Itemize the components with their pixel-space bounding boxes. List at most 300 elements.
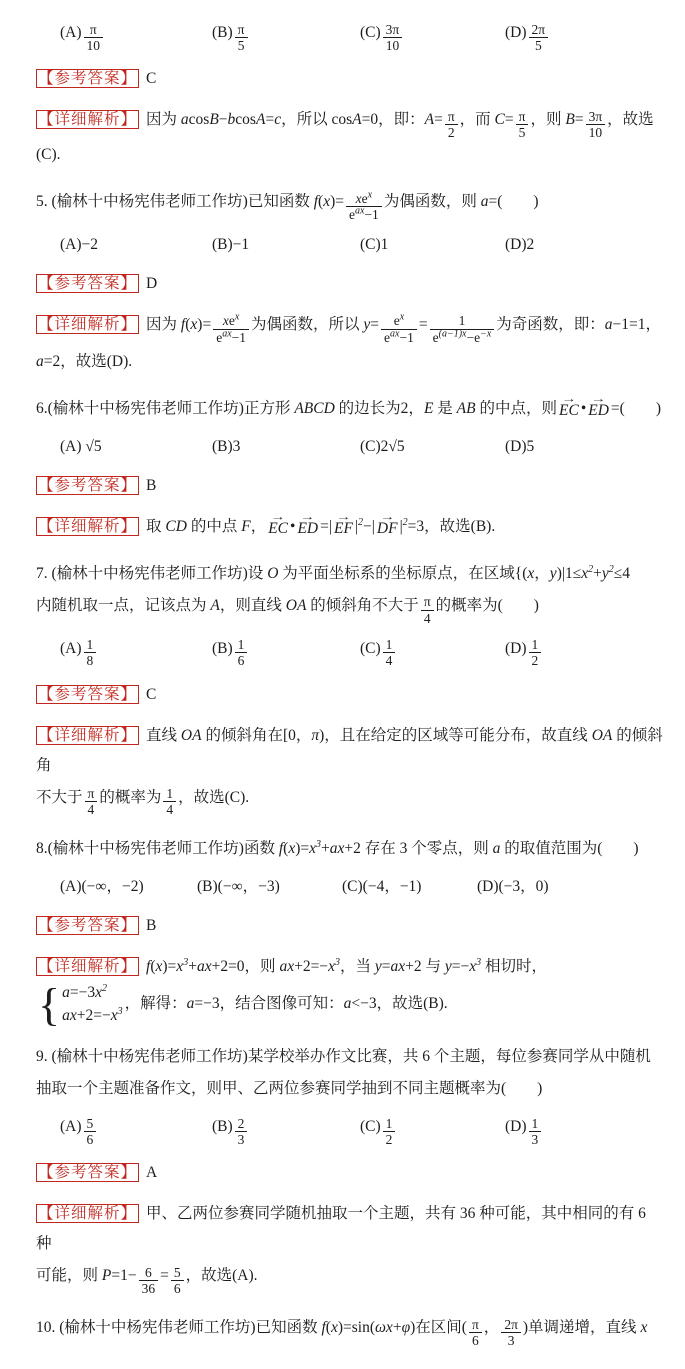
fraction-denominator: 10 — [385, 37, 400, 53]
math-variable: f — [278, 840, 284, 858]
text-run: ， — [250, 517, 267, 535]
answer-label: 【参考答案】 — [38, 274, 138, 292]
text-run: 为平面坐标系的坐标原点，在区域{( — [278, 564, 528, 582]
text-run: ，当 — [339, 958, 375, 976]
text-run: )在区间( — [410, 1318, 467, 1336]
text-run: = — [370, 315, 380, 333]
analysis-paragraph — [36, 105, 665, 170]
math-fraction — [430, 313, 495, 344]
fraction-denominator: 3 — [531, 1131, 539, 1147]
option-C — [360, 1114, 505, 1147]
text-run: (D)(−3，0) — [477, 878, 549, 896]
text-run: 不大于 — [36, 788, 83, 806]
analysis-label: 【详细解析】 — [38, 1205, 138, 1222]
answer-value: A — [146, 1164, 158, 1181]
text-run: )= — [295, 840, 310, 858]
fraction-denominator: 5 — [237, 37, 245, 53]
math-variable: y — [444, 958, 452, 976]
fraction-numerator: 3π — [586, 109, 606, 125]
text-run: ≤4 — [613, 564, 631, 582]
fraction-denominator: 2 — [447, 124, 455, 140]
equation-system — [38, 979, 123, 1031]
text-run: (A)−2 — [60, 235, 99, 253]
math-variable: F — [241, 517, 251, 535]
math-variable: x — [110, 1007, 118, 1025]
math-variable: x — [469, 958, 477, 976]
math-variable: a — [343, 995, 352, 1013]
vector-arrow-icon: → — [270, 511, 286, 523]
text-line — [36, 1042, 665, 1072]
fraction-denominator: 10 — [588, 124, 603, 140]
fraction-denominator: 3 — [237, 1131, 245, 1147]
option-B — [212, 434, 360, 460]
math-variable: x — [222, 313, 229, 329]
answer-value: B — [146, 476, 157, 494]
math-fraction — [171, 1265, 184, 1296]
text-line — [36, 559, 665, 589]
vector-base: ED — [297, 519, 319, 537]
text-line — [36, 721, 665, 781]
answer-row — [36, 66, 665, 92]
fraction-numerator: 2π — [529, 22, 549, 38]
text-run: 10. (榆林十中杨宪伟老师工作坊)已知函数 — [36, 1318, 322, 1336]
text-run: 因为 — [146, 110, 181, 128]
text-run: (A) — [60, 639, 82, 657]
text-run: ，而 — [459, 110, 495, 128]
system-row — [62, 1007, 123, 1025]
text-run: −1 — [364, 206, 379, 222]
analysis-paragraph — [36, 721, 665, 818]
math-variable: x — [323, 192, 331, 210]
text-run: | — [399, 517, 403, 535]
text-run: = — [434, 110, 443, 128]
math-variable: x — [309, 840, 316, 858]
fraction-denominator: 5 — [518, 124, 526, 140]
text-run: + — [188, 958, 197, 976]
text-run: ( — [325, 1318, 331, 1336]
math-fraction — [84, 22, 104, 53]
text-run: ，则直线 — [219, 596, 286, 614]
text-run: + — [392, 1318, 402, 1336]
math-variable: ABCD — [294, 399, 335, 417]
fraction-denominator: 5 — [534, 37, 542, 53]
option-A — [60, 1114, 212, 1147]
fraction-denominator: 4 — [385, 653, 393, 669]
math-variable: A — [255, 110, 266, 128]
fraction-numerator: 1 — [235, 637, 248, 653]
text-run: (B) — [212, 1118, 233, 1136]
text-line — [36, 347, 665, 377]
math-variable: a — [186, 995, 195, 1013]
fraction-denominator — [346, 207, 382, 222]
text-run: 的中点，则 — [475, 399, 557, 417]
text-run: e — [432, 329, 439, 345]
answer-row — [36, 473, 665, 499]
text-run: (D)2 — [505, 235, 535, 253]
math-fraction — [383, 22, 403, 53]
text-run: 的概率为( ) — [435, 596, 539, 614]
option-D — [505, 232, 665, 258]
question-paragraph — [36, 834, 665, 864]
fraction-denominator: 4 — [166, 802, 174, 818]
math-variable: P — [101, 1267, 112, 1284]
fraction-numerator: π — [445, 109, 458, 125]
math-variable: ax — [279, 958, 295, 976]
text-run: 的倾斜角 — [36, 726, 663, 774]
text-run: = — [418, 315, 428, 333]
math-variable: ax — [62, 1007, 77, 1025]
option-D — [477, 874, 665, 900]
math-variable: A — [210, 596, 220, 614]
options-row — [36, 1114, 665, 1147]
fraction-numerator: 1 — [163, 786, 176, 802]
fraction-denominator: 4 — [423, 610, 431, 626]
math-superscript: (a−1)x — [438, 328, 467, 340]
text-run: =( ) — [488, 192, 539, 210]
vector-term — [333, 511, 353, 537]
text-run: )，且在给定的区域等可能分布，故直线 — [319, 726, 592, 744]
fraction-denominator: 2 — [531, 653, 539, 669]
text-run: (A) — [60, 1118, 82, 1136]
analysis-label: 【详细解析】 — [38, 110, 138, 128]
fraction-numerator: 2π — [501, 1317, 521, 1333]
math-fraction — [346, 191, 382, 222]
answer-label: 【参考答案】 — [38, 476, 138, 494]
math-variable: x — [288, 840, 296, 858]
math-variable: ωx — [374, 1318, 393, 1336]
analysis-paragraph — [36, 512, 665, 542]
system-rows — [62, 984, 123, 1025]
text-run: 8.(榆林十中杨宪伟老师工作坊)函数 — [36, 840, 279, 858]
text-run: 抽取一个主题准备作文，则甲、乙两位参赛同学抽到不同主题概率为( ) — [36, 1080, 543, 1098]
math-variable: x — [527, 564, 535, 582]
math-superscript: 3 — [316, 839, 321, 851]
text-run: (D) — [505, 1118, 527, 1136]
math-fraction — [381, 313, 417, 344]
fraction-numerator: 1 — [383, 1116, 396, 1132]
analysis-label: 【详细解析】 — [38, 958, 138, 976]
text-line — [36, 952, 665, 982]
text-run: )= — [330, 192, 344, 210]
text-run: (D) — [505, 639, 527, 657]
text-run: = — [160, 1267, 169, 1284]
math-variable: OA — [285, 596, 307, 614]
text-run: (B)3 — [212, 437, 241, 455]
fraction-denominator: 6 — [237, 653, 245, 669]
math-fraction — [445, 109, 458, 140]
math-variable: a — [62, 984, 70, 1002]
text-run: )单调递增，直线 — [522, 1318, 641, 1336]
math-variable: OA — [180, 726, 202, 744]
text-run: − — [218, 110, 228, 128]
option-D — [505, 1114, 665, 1147]
text-run: =3，故选(B). — [407, 517, 496, 535]
math-variable: f — [180, 315, 186, 333]
text-run: −| — [363, 517, 375, 535]
text-run: ，则 — [530, 110, 566, 128]
answer-value: D — [146, 274, 158, 292]
math-superscript: ax — [222, 328, 232, 340]
math-variable: CD — [165, 517, 187, 535]
option-A — [60, 20, 212, 53]
math-fraction — [469, 1317, 482, 1348]
question-paragraph — [36, 1313, 665, 1348]
math-variable: x — [328, 958, 335, 976]
option-A — [60, 874, 197, 900]
math-fraction — [529, 637, 542, 668]
text-run: + — [593, 564, 602, 582]
text-run: e — [361, 190, 368, 206]
analysis-paragraph — [36, 952, 665, 1031]
text-run: ( — [185, 315, 191, 333]
text-run: (B)−1 — [212, 235, 250, 253]
fraction-denominator: 6 — [472, 1332, 479, 1348]
analysis-label: 【详细解析】 — [38, 517, 138, 535]
answer-value: C — [146, 69, 157, 87]
math-variable: x — [95, 984, 102, 1002]
vector-term — [297, 511, 319, 537]
fraction-denominator: 6 — [86, 1131, 94, 1147]
math-superscript: ax — [354, 205, 365, 217]
math-superscript: 2 — [588, 563, 594, 575]
fraction-denominator — [381, 330, 417, 345]
options-row — [36, 636, 665, 669]
vector-arrow-icon: → — [591, 393, 607, 405]
vector-base: DF — [376, 519, 398, 537]
text-run: (D) — [505, 24, 527, 41]
math-variable: c — [274, 110, 282, 128]
text-run: (A)(−∞，−2) — [60, 878, 144, 896]
text-run: = — [574, 110, 584, 128]
math-variable: O — [267, 564, 279, 582]
fraction-denominator — [430, 330, 495, 345]
math-superscript: 3 — [476, 957, 482, 969]
text-line — [36, 512, 665, 542]
text-line — [36, 1074, 665, 1104]
text-run: cos — [235, 110, 256, 128]
math-superscript: 3 — [334, 957, 340, 969]
text-line — [36, 834, 665, 864]
vector-term — [268, 511, 289, 537]
math-superscript: x — [234, 311, 240, 323]
fraction-denominator: 36 — [141, 1280, 156, 1296]
options-row — [36, 874, 665, 900]
text-run: 7. (榆林十中杨宪伟老师工作坊)设 — [36, 564, 268, 582]
math-variable: f — [313, 192, 319, 210]
vector-base: EC — [559, 401, 579, 419]
option-C — [360, 20, 505, 53]
option-A — [60, 232, 212, 258]
text-run: + — [321, 840, 330, 858]
text-run: e — [216, 329, 223, 345]
text-run: 因为 — [146, 315, 181, 333]
text-line — [36, 783, 665, 818]
math-variable: b — [227, 110, 236, 128]
text-run: 相切时， — [481, 958, 548, 976]
answer-label: 【参考答案】 — [38, 685, 138, 703]
math-fraction — [84, 637, 97, 668]
text-run: e — [384, 329, 391, 345]
vector-term — [559, 393, 579, 419]
text-run: ( — [318, 192, 324, 210]
text-run: (B) — [212, 24, 233, 41]
text-run: ( — [283, 840, 289, 858]
math-variable: a — [36, 352, 44, 370]
math-fraction — [84, 1116, 97, 1147]
text-run: (C) — [360, 639, 381, 657]
text-run: 的概率为 — [99, 788, 162, 806]
text-run: cos — [188, 110, 210, 128]
text-run: +2 存在 3 个零点，则 — [344, 840, 493, 858]
text-run: 的倾斜角在[0， — [201, 726, 312, 744]
text-run: −e — [466, 329, 481, 345]
math-variable: x — [330, 1318, 338, 1336]
vector-base: EF — [333, 519, 353, 537]
text-run: | — [354, 517, 359, 535]
option-C — [360, 636, 505, 669]
text-run: = — [265, 110, 275, 128]
math-fraction — [529, 22, 549, 53]
math-fraction — [235, 637, 248, 668]
text-run: 的边长为2， — [334, 399, 424, 417]
math-variable: a — [604, 315, 613, 333]
math-variable: x — [581, 564, 589, 582]
text-run: =−3，结合图像可知： — [194, 995, 344, 1013]
answer-row — [36, 913, 665, 939]
text-line — [36, 1199, 665, 1259]
option-B — [197, 874, 342, 900]
fraction-numerator: 1 — [529, 1116, 542, 1132]
math-variable: B — [209, 110, 219, 128]
text-run: • — [290, 517, 296, 535]
text-run: ，故选(C). — [178, 788, 250, 806]
text-line — [36, 394, 665, 424]
text-run: 的倾斜角不大于 — [306, 596, 419, 614]
math-variable: x — [640, 1318, 648, 1336]
option-C — [360, 232, 505, 258]
text-run: 为偶函数，所以 — [251, 315, 364, 333]
text-run: =( ) — [610, 399, 661, 417]
math-fraction — [85, 786, 98, 817]
math-variable: y — [601, 564, 609, 582]
text-run: (C) — [360, 24, 381, 41]
math-variable: y — [363, 315, 371, 333]
text-run: +2=− — [76, 1007, 111, 1025]
option-D — [505, 636, 665, 669]
answer-value: C — [146, 685, 157, 703]
math-superscript: −x — [480, 328, 492, 340]
question-paragraph — [36, 559, 665, 626]
math-superscript: 3 — [117, 1006, 123, 1018]
math-superscript: 3 — [183, 957, 189, 969]
text-run: e — [348, 206, 355, 222]
text-run: 内随机取一点，记该点为 — [36, 596, 211, 614]
document-body — [36, 20, 665, 1348]
text-run: (C)(−4，−1) — [342, 878, 422, 896]
math-variable: x — [155, 958, 163, 976]
fraction-numerator: π — [84, 22, 104, 38]
math-superscript: 2 — [402, 516, 408, 528]
text-run: =1− — [111, 1267, 137, 1284]
math-variable: π — [311, 726, 320, 744]
option-B — [212, 1114, 360, 1147]
text-line — [36, 1261, 665, 1296]
math-variable: f — [321, 1318, 326, 1336]
text-run: (D)5 — [505, 437, 535, 455]
math-fraction — [213, 313, 249, 344]
option-C — [342, 874, 477, 900]
text-line — [36, 979, 665, 1031]
text-run: 为偶函数，则 — [383, 192, 481, 210]
answer-label: 【参考答案】 — [38, 1164, 138, 1181]
fraction-numerator: π — [516, 109, 529, 125]
text-run: 的中点 — [186, 517, 242, 535]
option-A — [60, 434, 212, 460]
math-fraction — [586, 109, 606, 140]
math-variable: x — [176, 958, 184, 976]
math-superscript: 2 — [358, 516, 364, 528]
math-fraction — [501, 1317, 521, 1348]
math-variable: AB — [456, 399, 476, 417]
math-fraction — [421, 594, 434, 625]
text-run: )= — [162, 958, 177, 976]
fraction-numerator: π — [469, 1317, 482, 1333]
text-run: 直线 — [146, 726, 181, 744]
vector-arrow-icon: → — [561, 393, 577, 405]
text-run: =−3 — [69, 984, 96, 1002]
text-line — [36, 310, 665, 345]
fraction-numerator: 1 — [430, 313, 495, 329]
text-line — [36, 591, 665, 626]
vector-term — [588, 393, 609, 419]
analysis-label: 【详细解析】 — [38, 726, 138, 744]
text-run: = — [381, 958, 391, 976]
text-line — [36, 1313, 665, 1348]
vector-base: ED — [588, 401, 609, 419]
analysis-paragraph — [36, 310, 665, 377]
fraction-denominator: 10 — [86, 37, 101, 53]
math-superscript: 2 — [608, 563, 614, 575]
text-run: e — [228, 313, 235, 329]
text-run: )|1≤ — [556, 564, 582, 582]
text-run: )= — [197, 315, 212, 333]
text-run: −1=1， — [612, 315, 662, 333]
text-run: ， — [534, 564, 550, 582]
fraction-denominator: 8 — [86, 653, 94, 669]
text-run: +2=0，则 — [211, 958, 280, 976]
answer-row — [36, 271, 665, 297]
text-run: ， — [483, 1318, 500, 1336]
text-run: 为奇函数，即： — [496, 315, 605, 333]
answer-row — [36, 682, 665, 708]
text-run: −1 — [399, 329, 414, 345]
math-variable: OA — [591, 726, 613, 744]
text-run: 5. (榆林十中杨宪伟老师工作坊)已知函数 — [36, 192, 314, 210]
text-run: )=sin( — [337, 1318, 375, 1336]
system-row — [62, 984, 123, 1002]
option-B — [212, 20, 360, 53]
text-run: ，故选(C). — [36, 110, 654, 163]
options-row — [36, 232, 665, 258]
math-variable: a — [180, 110, 189, 128]
math-variable: C — [494, 110, 505, 128]
math-fraction — [139, 1265, 159, 1296]
option-D — [505, 20, 665, 53]
text-run: 9. (榆林十中杨宪伟老师工作坊)某学校举办作文比赛，共 6 个主题，每位参赛同学从中随机 — [36, 1048, 651, 1066]
text-run: • — [580, 399, 587, 417]
question-paragraph — [36, 1042, 665, 1104]
question-paragraph — [36, 187, 665, 222]
